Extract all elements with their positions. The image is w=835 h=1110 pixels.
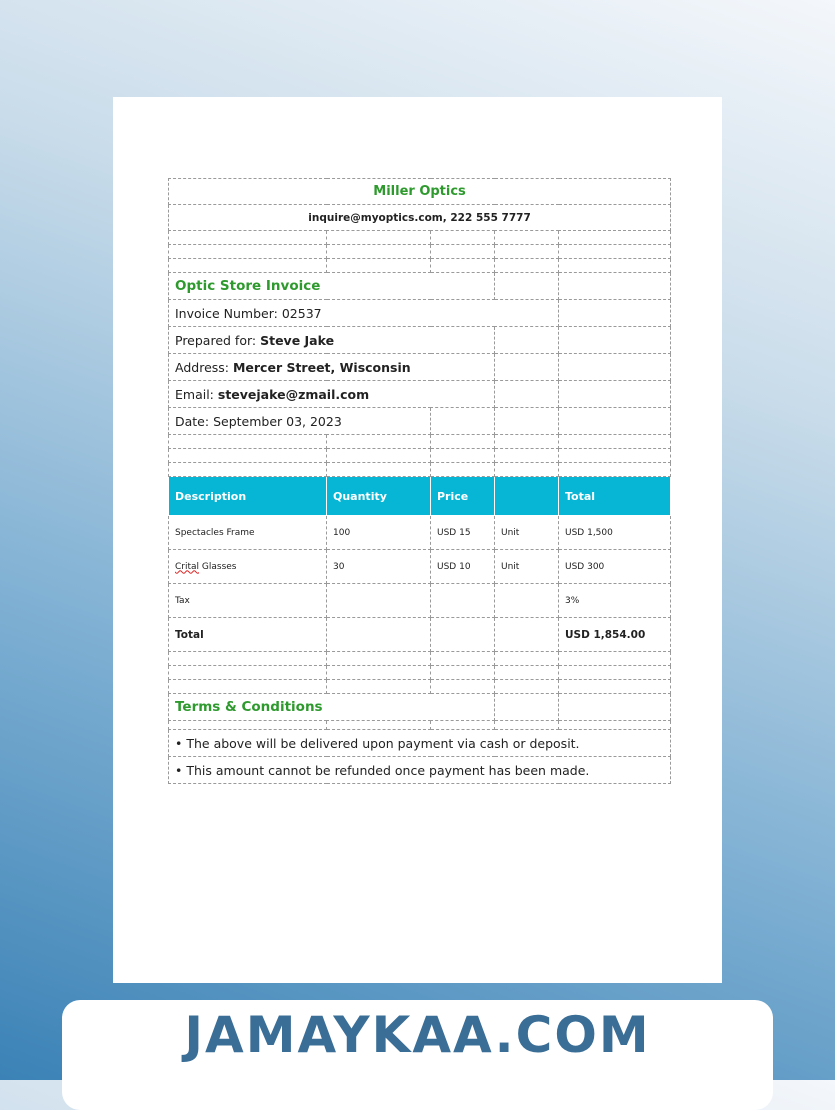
items-header-row — [169, 477, 671, 516]
column-unit — [495, 477, 559, 516]
term-item: • This amount cannot be refunded once payment has been made. — [169, 757, 671, 784]
invoice-table — [168, 178, 671, 784]
address: Address: Mercer Street, Wisconsin — [169, 354, 495, 381]
table-row: Tax 3% — [169, 584, 671, 618]
column-price: Price — [431, 477, 495, 516]
watermark-banner — [62, 1000, 773, 1110]
prepared-for: Prepared for: Steve Jake — [169, 327, 495, 354]
term-item: • The above will be delivered upon payment via cash or deposit. — [169, 730, 671, 757]
misspelled-word: Crital — [175, 561, 200, 572]
company-name: Miller Optics — [169, 179, 671, 205]
table-row: Spectacles Frame 100 USD 15 Unit USD 1,500 — [169, 516, 671, 550]
company-contact: inquire@myoptics.com, 222 555 7777 — [169, 205, 671, 231]
invoice-title: Optic Store Invoice — [169, 273, 495, 300]
terms-title: Terms & Conditions — [169, 694, 495, 721]
column-description: Description — [169, 477, 327, 516]
column-quantity: Quantity — [327, 477, 431, 516]
total-label: Total — [169, 618, 327, 652]
total-row — [169, 618, 671, 652]
total-value: USD 1,854.00 — [559, 618, 671, 652]
invoice-number: Invoice Number: 02537 — [169, 300, 559, 327]
column-total: Total — [559, 477, 671, 516]
invoice-date: Date: September 03, 2023 — [169, 408, 431, 435]
watermark-text: JAMAYKAA.COM — [184, 1006, 651, 1064]
table-row: Crital Glasses 30 USD 10 Unit USD 300 — [169, 550, 671, 584]
invoice-page — [113, 97, 722, 983]
email: Email: stevejake@zmail.com — [169, 381, 495, 408]
